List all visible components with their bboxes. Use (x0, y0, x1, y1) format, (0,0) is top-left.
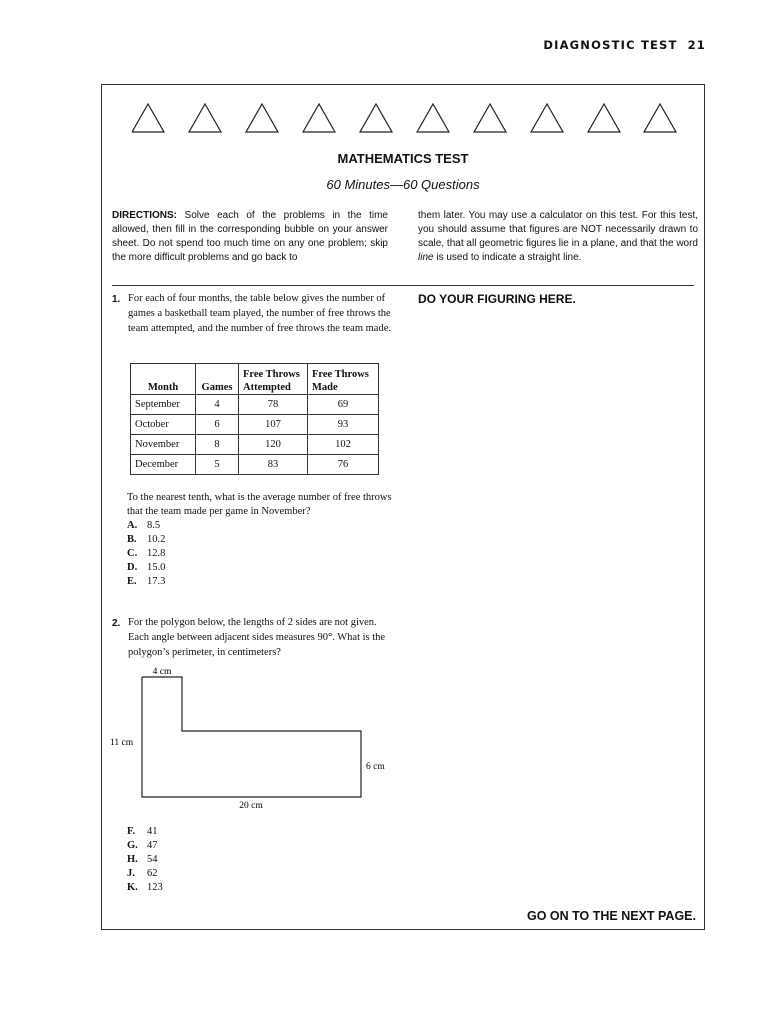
answer-choice-e[interactable] (127, 575, 165, 589)
answer-choice-k[interactable] (127, 881, 163, 895)
polygon-figure (108, 665, 398, 815)
test-subtitle: 60 Minutes—60 Questions (326, 177, 480, 192)
choice-letter: B. (127, 534, 137, 545)
choice-letter: J. (127, 868, 135, 879)
table-cell: 78 (239, 395, 308, 415)
table-cell: September (131, 395, 196, 415)
choice-letter: G. (127, 840, 138, 851)
figuring-label: DO YOUR FIGURING HERE. (418, 292, 576, 306)
directions-left (112, 209, 388, 265)
table-cell: 83 (239, 455, 308, 475)
question-stem: For the polygon below, the lengths of 2 sides are not given. Each angle between adjacent sides measures 90°. What is the polygon’s perimeter, in centimeters? (128, 617, 386, 658)
label-left: 11 cm (110, 738, 134, 748)
column-header: Free Throws Made (308, 364, 379, 395)
table-row (131, 455, 379, 475)
column-header: Free Throws Attempted (239, 364, 308, 395)
answer-choice-j[interactable] (127, 867, 163, 881)
choice-text: 62 (147, 868, 158, 879)
running-header (543, 38, 706, 52)
choice-letter: K. (127, 882, 138, 893)
answer-choice-g[interactable] (127, 839, 163, 853)
table-row (131, 435, 379, 455)
triangle-icon (644, 104, 676, 132)
directions-right (418, 209, 698, 265)
table-cell: 69 (308, 395, 379, 415)
choice-text: 8.5 (147, 520, 161, 531)
question-number: 2. (112, 618, 121, 629)
choice-text: 47 (147, 840, 158, 851)
choice-text: 123 (147, 882, 163, 893)
polygon-outline (142, 677, 361, 797)
question-1 (112, 291, 392, 336)
answer-choice-f[interactable] (127, 825, 163, 839)
triangle-icon (303, 104, 335, 132)
page-number: 21 (687, 38, 706, 52)
choice-letter: F. (127, 826, 136, 837)
column-header: Month (131, 364, 196, 395)
triangle-icon (246, 104, 278, 132)
directions-label: DIRECTIONS: (112, 210, 177, 221)
triangle-icon (588, 104, 620, 132)
choice-letter: C. (127, 548, 138, 559)
table-cell: 120 (239, 435, 308, 455)
choice-letter: H. (127, 854, 138, 865)
choice-text: 12.8 (147, 548, 166, 559)
directions-right-text: them later. You may use a calculator on this test. For this test, you should assume that figures are NOT necessarily drawn to scale, that all geometric figures lie in a plane, and that the word (418, 210, 698, 249)
choice-letter: A. (127, 520, 138, 531)
choice-text: 15.0 (147, 562, 166, 573)
table-row (131, 415, 379, 435)
next-page-label: GO ON TO THE NEXT PAGE. (526, 909, 696, 923)
table-cell: November (131, 435, 196, 455)
triangle-icon (132, 104, 164, 132)
triangle-icon (531, 104, 563, 132)
label-right: 6 cm (366, 762, 385, 772)
question-stem: For each of four months, the table below gives the number of games a basketball team played, the number of free throws the team attempted, and the number of free throws the team made. (128, 293, 391, 334)
triangle-icon (360, 104, 392, 132)
table-cell: 6 (196, 415, 239, 435)
table-cell: December (131, 455, 196, 475)
triangle-icon (474, 104, 506, 132)
triangle-icon (189, 104, 221, 132)
answer-choice-c[interactable] (127, 547, 165, 561)
answer-choice-d[interactable] (127, 561, 165, 575)
directions-left-text: Solve each of the problems in the time allowed, then fill in the corresponding bubble on your answer sheet. Do not spend too much time on any one problem; skip the more difficult problems and go back to (112, 210, 388, 263)
directions-right-text-end: is used to indicate a straight line. (433, 252, 582, 263)
choice-letter: D. (127, 562, 138, 573)
test-page-frame (101, 84, 705, 930)
question-1-choices (127, 519, 165, 589)
answer-choice-b[interactable] (127, 533, 165, 547)
section-title: DIAGNOSTIC TEST (543, 38, 678, 52)
answer-choice-h[interactable] (127, 853, 163, 867)
label-bottom: 20 cm (239, 801, 263, 811)
table-cell: 76 (308, 455, 379, 475)
question-2-choices (127, 825, 163, 895)
table-cell: 93 (308, 415, 379, 435)
table-cell: 8 (196, 435, 239, 455)
choice-text: 41 (147, 826, 158, 837)
table-cell: 4 (196, 395, 239, 415)
free-throws-table (130, 363, 379, 475)
table-cell: 107 (239, 415, 308, 435)
table-header-row (131, 364, 379, 395)
table-cell: 102 (308, 435, 379, 455)
table-cell: 5 (196, 455, 239, 475)
choice-text: 10.2 (147, 534, 166, 545)
answer-choice-a[interactable] (127, 519, 165, 533)
directions-line-word: line (418, 252, 434, 263)
table-cell: October (131, 415, 196, 435)
column-header: Games (196, 364, 239, 395)
test-title: MATHEMATICS TEST (337, 151, 469, 166)
choice-letter: E. (127, 576, 137, 587)
triangle-decoration (132, 103, 677, 133)
label-top: 4 cm (152, 667, 172, 677)
choice-text: 54 (147, 854, 158, 865)
triangle-icon (417, 104, 449, 132)
question-2 (112, 615, 392, 660)
question-1-ask: To the nearest tenth, what is the average number of free throws that the team made per game in November? (127, 492, 392, 517)
question-number: 1. (112, 294, 121, 305)
choice-text: 17.3 (147, 576, 166, 587)
table-row (131, 395, 379, 415)
divider (112, 285, 694, 286)
